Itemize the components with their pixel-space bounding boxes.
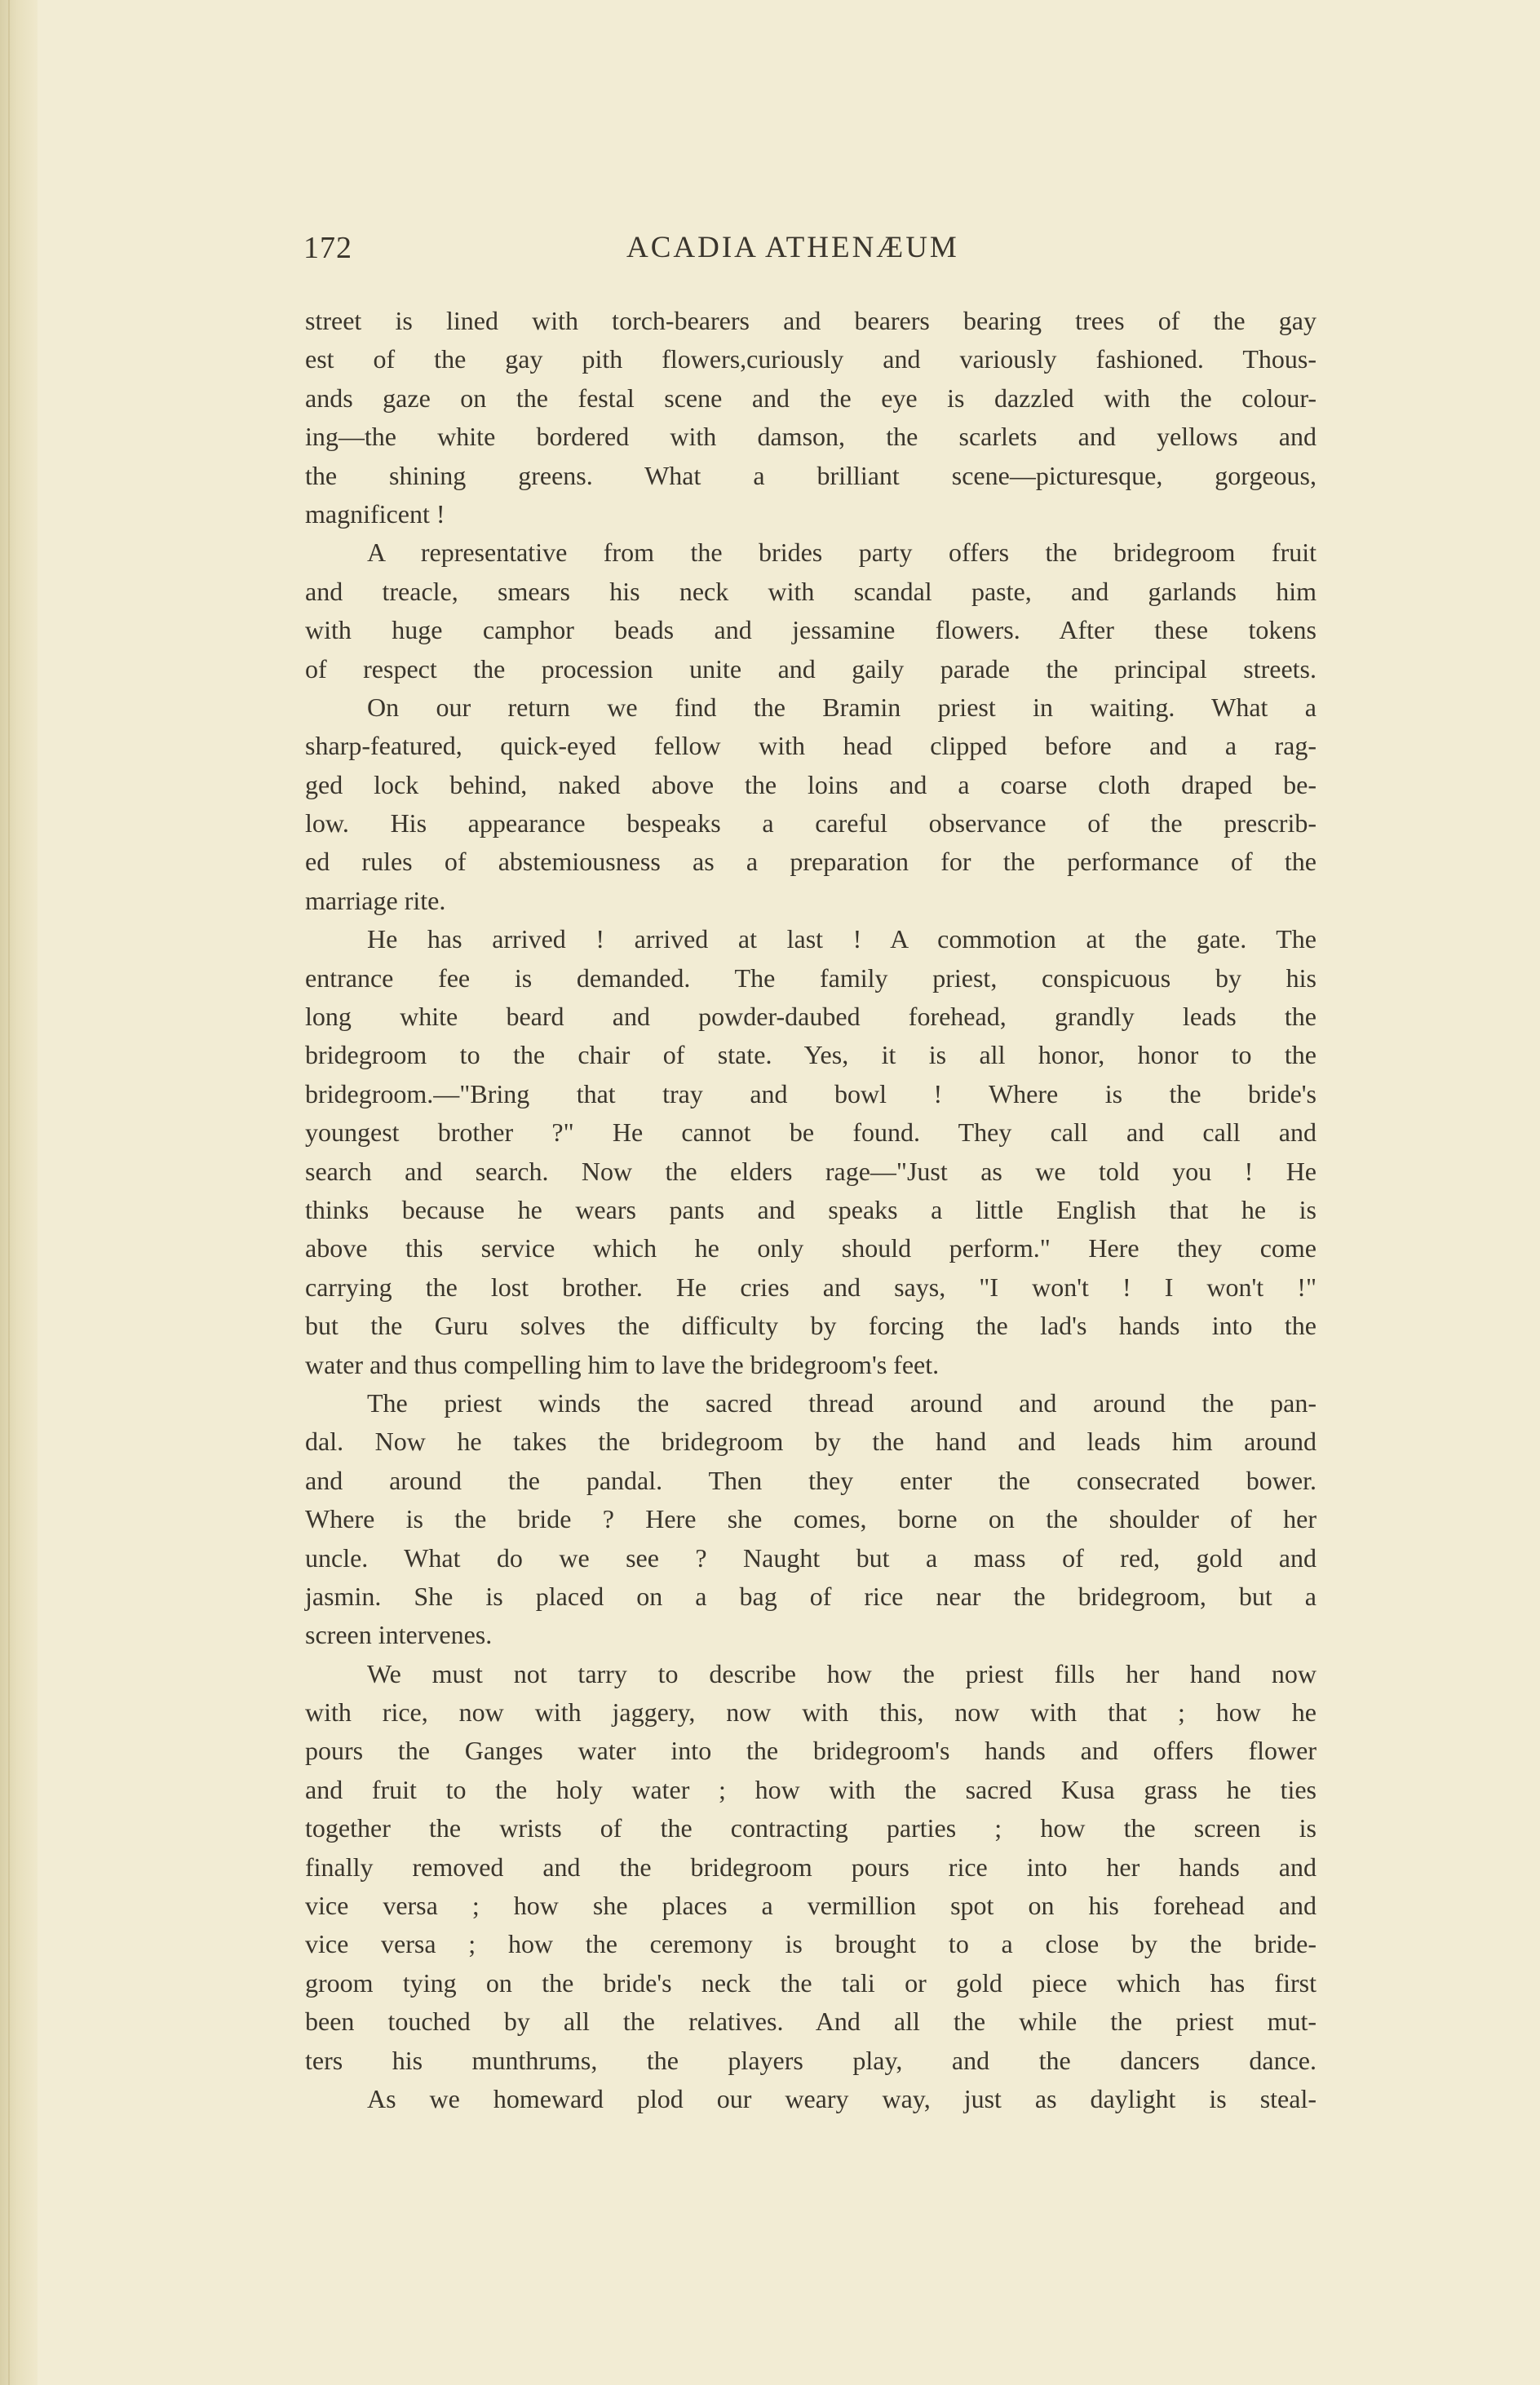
text-line: with rice, now with jaggery, now with this, now with that ; how he (305, 1697, 1317, 1728)
text-line: dal. Now he takes the bridegroom by the hand and leads him around (305, 1427, 1317, 1457)
text-line: ands gaze on the festal scene and the eye is dazzled with the colour- (305, 383, 1317, 413)
text-line: sharp-featured, quick-eyed fellow with head clipped before and a rag- (305, 731, 1317, 761)
text-line: carrying the lost brother. He cries and says, "I won't ! I won't !" (305, 1272, 1317, 1302)
text-line: We must not tarry to describe how the priest fills her hand now (367, 1658, 1317, 1688)
text-line: He has arrived ! arrived at last ! A commotion at the gate. The (367, 924, 1317, 954)
text-line: together the wrists of the contracting parties ; how the screen is (305, 1813, 1317, 1843)
text-line: groom tying on the bride's neck the tali or gold piece which has first (305, 1967, 1317, 1998)
text-line: street is lined with torch-bearers and bearers bearing trees of the gay (305, 306, 1317, 335)
page-number: 172 (303, 231, 352, 265)
text-line: ged lock behind, naked above the loins and a coarse cloth draped be- (305, 769, 1317, 799)
text-line: uncle. What do we see ? Naught but a mass of red, gold and (305, 1542, 1317, 1573)
text-line: pours the Ganges water into the bridegroom's hands and offers flower (305, 1736, 1317, 1766)
text-line: and treacle, smears his neck with scandal paste, and garlands him (305, 576, 1317, 606)
text-line: entrance fee is demanded. The family priest, conspicuous by his (305, 962, 1317, 993)
text-line: finally removed and the bridegroom pours rice into her hands and (305, 1852, 1317, 1882)
text-line: screen intervenes. (305, 1620, 493, 1650)
text-line: ters his munthrums, the players play, and the dancers dance. (305, 2045, 1317, 2075)
text-line: and around the pandal. Then they enter the consecrated bower. (305, 1465, 1317, 1495)
text-line: jasmin. She is placed on a bag of rice near the bridegroom, but a (305, 1581, 1317, 1611)
text-line: bridegroom to the chair of state. Yes, it is all honor, honor to the (305, 1040, 1317, 1070)
text-line: As we homeward plod our weary way, just as daylight is steal- (367, 2083, 1317, 2113)
text-line: thinks because he wears pants and speaks a little English that he is (305, 1194, 1317, 1224)
text-line: water and thus compelling him to lave the bridegroom's feet. (305, 1349, 940, 1379)
text-line: A representative from the brides party offers the bridegroom fruit (367, 538, 1317, 568)
text-line: the shining greens. What a brilliant scene—picturesque, gorgeous, (305, 460, 1317, 490)
text-line: The priest winds the sacred thread around and around the pan- (367, 1387, 1317, 1418)
text-line: bridegroom.—"Bring that tray and bowl ! Where is the bride's (305, 1078, 1317, 1108)
text-line: search and search. Now the elders rage—"Just as we told you ! He (305, 1156, 1317, 1186)
text-line: been touched by all the relatives. And all the while the priest mut- (305, 2007, 1317, 2037)
text-line: vice versa ; how she places a vermillion spot on his forehead and (305, 1891, 1317, 1921)
text-line: On our return we find the Bramin priest in waiting. What a (367, 692, 1317, 722)
text-line: marriage rite. (305, 885, 446, 915)
text-line: est of the gay pith flowers,curiously and variously fashioned. Thous- (305, 344, 1317, 374)
text-line: low. His appearance bespeaks a careful observance of the prescrib- (305, 808, 1317, 839)
text-line: magnificent ! (305, 498, 445, 529)
text-line: Where is the bride ? Here she comes, borne on the shoulder of her (305, 1504, 1317, 1534)
page-binding-edge (0, 0, 38, 2385)
text-line: ing—the white bordered with damson, the scarlets and yellows and (305, 422, 1317, 452)
text-line: ed rules of abstemiousness as a preparation for the performance of the (305, 847, 1317, 877)
text-line: and fruit to the holy water ; how with the sacred Kusa grass he ties (305, 1774, 1317, 1804)
text-line: of respect the procession unite and gaily parade the principal streets. (305, 653, 1317, 684)
text-line: above this service which he only should perform." Here they come (305, 1233, 1317, 1263)
body-text (305, 302, 1317, 2118)
text-line: but the Guru solves the difficulty by forcing the lad's hands into the (305, 1311, 1317, 1341)
text-line: long white beard and powder-daubed forehead, grandly leads the (305, 1002, 1317, 1032)
running-head: ACADIA ATHENÆUM (626, 231, 959, 264)
text-line: vice versa ; how the ceremony is brought to a close by the bride- (305, 1929, 1317, 1959)
text-line: youngest brother ?" He cannot be found. They call and call and (305, 1117, 1317, 1148)
text-line: with huge camphor beads and jessamine flowers. After these tokens (305, 615, 1317, 645)
